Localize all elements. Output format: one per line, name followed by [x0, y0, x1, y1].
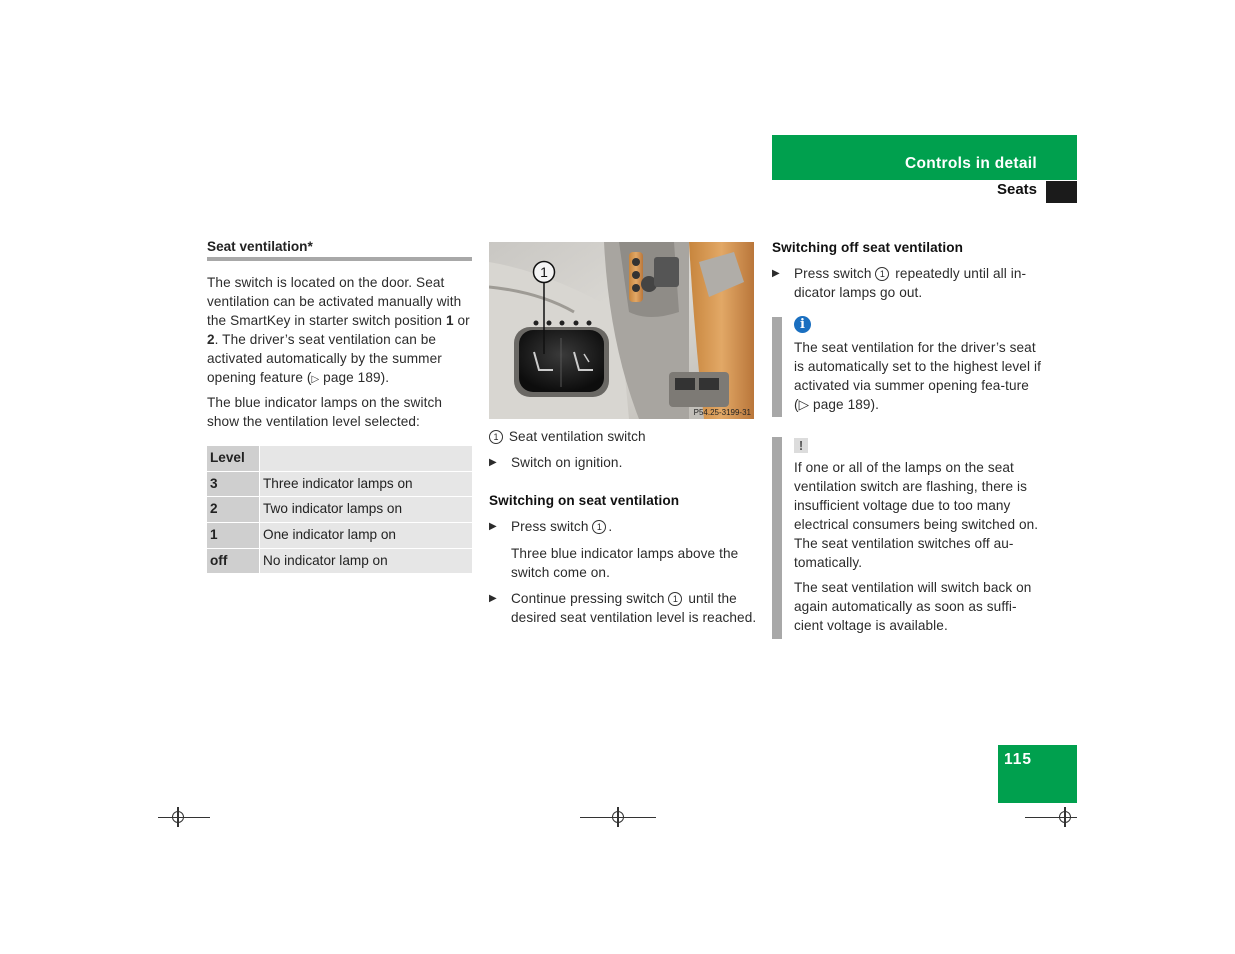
page-number: 115 [1004, 751, 1033, 768]
crop-mark-icon [580, 806, 656, 826]
info-note-text: The seat ventilation for the driver’s seat is automatically set to the highest level if activated via summer opening fea-ture (▷ page 189). [794, 340, 1041, 412]
photo-caption: 1 Seat ventilation switch [489, 427, 759, 446]
triangle-bullet-icon: ▶ [489, 457, 497, 468]
door-switch-photo [489, 242, 754, 419]
warning-icon: ! [794, 438, 808, 453]
switch-off-heading: Switching off seat ventilation [772, 240, 964, 255]
callout-ref-icon: 1 [668, 592, 682, 606]
triangle-bullet-icon: ▶ [489, 521, 497, 532]
page-number-box [998, 745, 1077, 803]
callout-ref-icon: 1 [489, 430, 503, 444]
crop-mark-icon [158, 806, 210, 826]
triangle-bullet-icon: ▶ [772, 268, 780, 279]
section-title-wrap [772, 181, 1045, 198]
callout-ref-icon: 1 [592, 520, 606, 534]
table-header-level: Level [207, 446, 259, 471]
level-table [207, 446, 472, 574]
table-row: 3 Three indicator lamps on [207, 472, 472, 498]
intro-paragraph: The switch is located on the door. Seat ventilation can be activated manually with the SmartKey in starter switch position 1 or 2. The driver’s seat ventilation can be activated automatically by the summer opening feature (▷ page 189). [207, 275, 470, 385]
step-press-switch: ▶ Press switch 1 . [489, 519, 613, 534]
warning-note-text-1: If one or all of the lamps on the seat ventilation switch are flashing, there is insufficient voltage due to too many electrical consumers being switched on. The seat ventilation switches off au-tomatically. [794, 460, 1039, 570]
step-ignition: ▶ Switch on ignition. [489, 455, 623, 470]
crop-mark-icon [1025, 806, 1077, 826]
photo-code: P54.25-3199-31 [693, 408, 751, 417]
indicator-paragraph: The blue indicator lamps on the switch show the ventilation level selected: [207, 395, 443, 429]
heading-rule [207, 257, 472, 261]
warning-note-text-2: The seat ventilation will switch back on again automatically as soon as suffi-cient voltage is available. [794, 580, 1032, 633]
step-switch-off: ▶ Press switch 1 repeatedly until all in-dicator lamps go out. [772, 266, 1027, 300]
callout-ref-icon: 1 [875, 267, 889, 281]
warning-note-bar [772, 437, 782, 639]
section-marker [1046, 181, 1077, 203]
step-result: Three blue indicator lamps above the switch come on. [511, 546, 739, 580]
switch-on-heading: Switching on seat ventilation [489, 493, 680, 508]
info-icon: i [794, 316, 811, 333]
table-row: off No indicator lamp on [207, 549, 472, 575]
info-note [794, 316, 1044, 414]
chapter-header-bar [772, 135, 1077, 180]
table-header-empty [259, 446, 472, 471]
warning-note [794, 438, 1044, 635]
chapter-title: Controls in detail [905, 155, 1037, 172]
table-row: 2 Two indicator lamps on [207, 497, 472, 523]
section-title: Seats [996, 181, 1037, 198]
callout-number: 1 [540, 264, 548, 280]
section-heading: Seat ventilation* [207, 239, 313, 254]
door-panel-illustration [489, 242, 754, 419]
info-note-bar [772, 317, 782, 417]
table-header-row [207, 446, 472, 472]
triangle-bullet-icon: ▶ [489, 593, 497, 604]
step-continue: ▶ Continue pressing switch 1 until the desired seat ventilation level is reached. [489, 591, 757, 625]
table-row: 1 One indicator lamp on [207, 523, 472, 549]
